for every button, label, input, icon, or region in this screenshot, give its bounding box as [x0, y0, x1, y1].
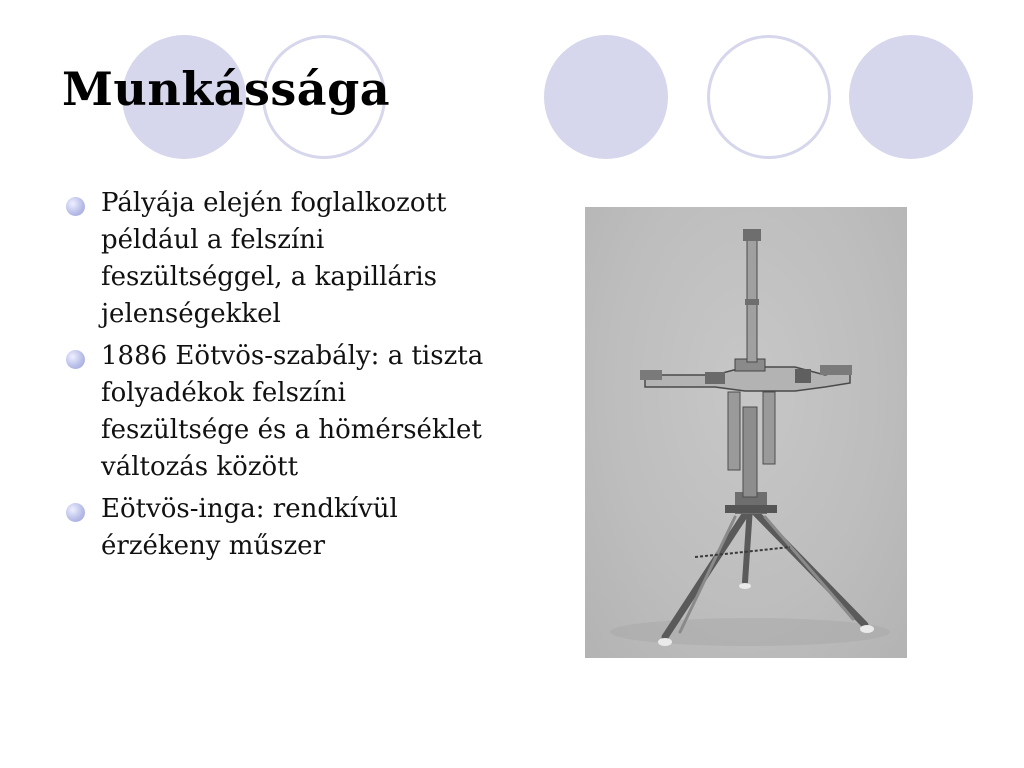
- bullet-item: [66, 185, 486, 333]
- decorative-circle-filled: [544, 35, 668, 159]
- decorative-circle-filled: [849, 35, 973, 159]
- bullet-icon: [66, 503, 85, 522]
- bullet-text: 1886 Eötvös-szabály: a tiszta folyadékok felszíni feszültsége és a hömérséklet változás között: [101, 341, 484, 482]
- bullet-item: [66, 338, 486, 486]
- slide-title: Munkássága: [62, 62, 391, 116]
- eotvos-pendulum-photo: [585, 207, 907, 658]
- bullet-icon: [66, 197, 85, 216]
- bullet-icon: [66, 350, 85, 369]
- pendulum-illustration: [585, 207, 907, 658]
- bullet-item: [66, 491, 486, 565]
- bullet-list: [66, 185, 486, 570]
- bullet-text: Pályája elején foglalkozott például a felszíni feszültséggel, a kapilláris jelenségekkel: [101, 188, 447, 329]
- decorative-circle-ring: [707, 35, 831, 159]
- bullet-text: Eötvös-inga: rendkívül érzékeny műszer: [101, 494, 398, 561]
